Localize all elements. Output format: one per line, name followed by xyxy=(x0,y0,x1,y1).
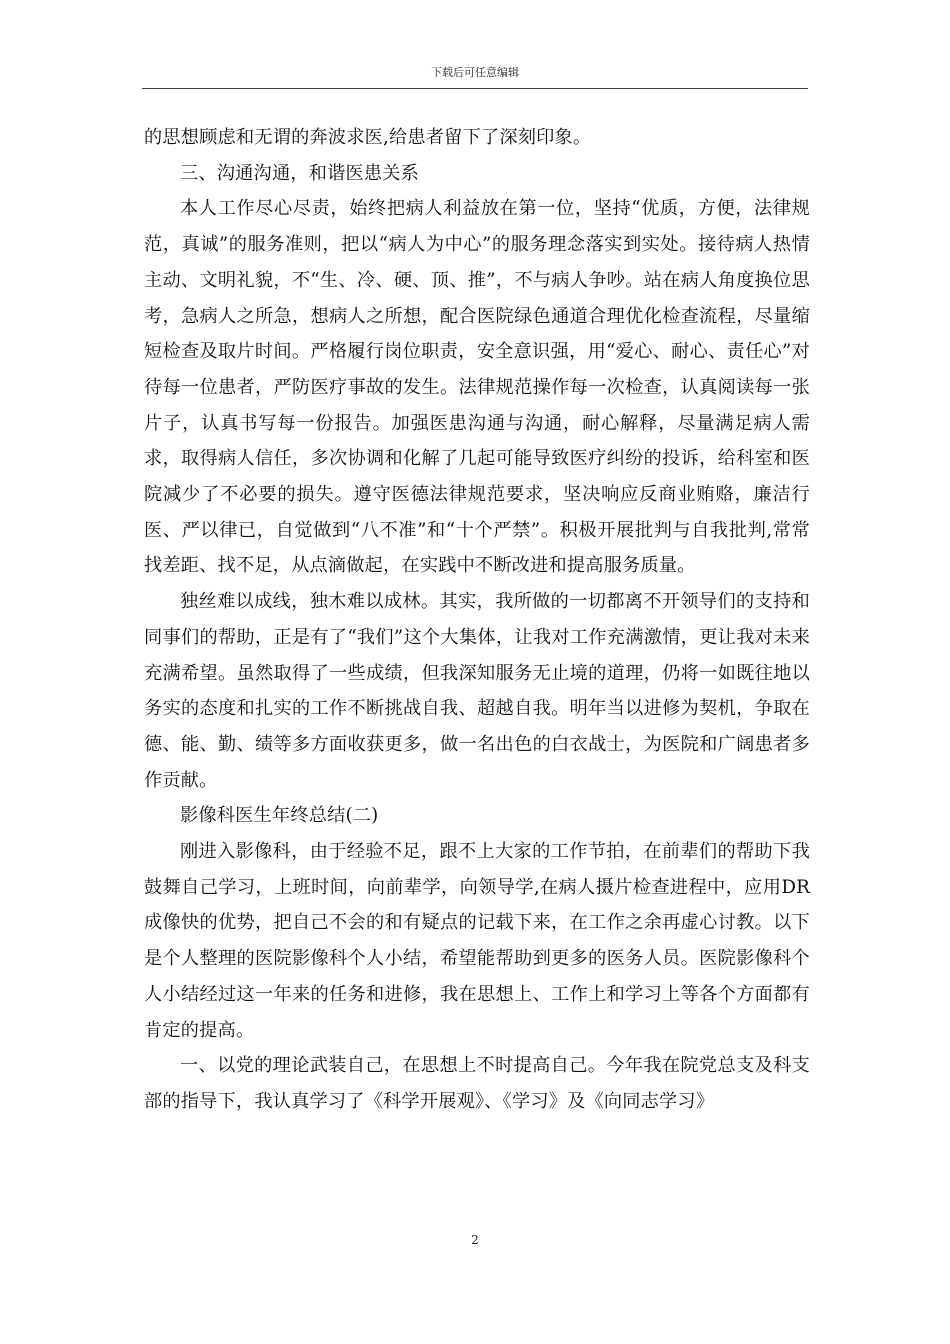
header-divider xyxy=(142,88,808,89)
paragraph: 本人工作尽心尽责，始终把病人利益放在第一位，坚持“优质，方便，法律规范，真诚”的服务准则，把以“病人为中心”的服务理念落实到实处。接待病人热情主动、文明礼貌，不“生、冷、硬、顶、推”，不与病人争吵。站在病人角度换位思考，急病人之所急，想病人之所想，配合医院绿色通道合理优化检查流程，尽量缩短检查及取片时间。严格履行岗位职责，安全意识强，用“爱心、耐心、责任心”对待每一位患者，严防医疗事故的发生。法律规范操作每一次检查，认真阅读每一张片子，认真书写每一份报告。加强医患沟通与沟通，耐心解释，尽量满足病人需求，取得病人信任，多次协调和化解了几起可能导致医疗纠纷的投诉，给科室和医院减少了不必要的损失。遵守医德法律规范要求，坚决响应反商业贿赂，廉洁行医、严以律已，自觉做到“八不准”和“十个严禁”。积极开展批判与自我批判,常常找差距、找不足，从点滴做起，在实践中不断改进和提高服务质量。 xyxy=(144,198,810,577)
paragraph: 独丝难以成线，独木难以成林。其实，我所做的一切都离不开领导们的支持和同事们的帮助，正是有了“我们”这个大集体，让我对工作充满激情，更让我对未来充满希望。虽然取得了一些成绩，但我深知服务无止境的道理，仍将一如既往地以务实的态度和扎实的工作不断挑战自我、超越自我。明年当以进修为契机，争取在德、能、勤、绩等多方面收获更多，做一名出色的白衣战士，为医院和广阔患者多作贡献。 xyxy=(144,591,810,791)
page-header: 下载后可任意编辑 xyxy=(431,66,519,79)
section-heading: 三、沟通沟通，和谐医患关系 xyxy=(180,162,420,184)
paragraph: 刚进入影像科，由于经验不足，跟不上大家的工作节拍，在前辈们的帮助下我鼓舞自己学习，上班时间，向前辈学，向领导学,在病人摄片检查进程中，应用DR成像快的优势，把自己不会的和有疑点的记载下来，在工作之余再虚心讨教。以下是个人整理的医院影像科个人小结，希望能帮助到更多的医务人员。医院影像科个人小结经过这一年来的任务和进修，我在思想上、工作上和学习上等各个方面都有肯定的提高。 xyxy=(144,841,810,1041)
paragraph: 的思想顾虑和无谓的奔波求医,给患者留下了深刻印象。 xyxy=(144,127,592,148)
page-number: 2 xyxy=(471,1233,479,1247)
section-heading: 影像科医生年终总结(二) xyxy=(180,805,379,827)
paragraph: 一、以党的理论武装自己，在思想上不时提高自己。今年我在院党总支及科支部的指导下，我认真学习了《科学开展观》、《学习》及《向同志学习》 xyxy=(144,1055,810,1112)
document-body xyxy=(144,120,810,1120)
